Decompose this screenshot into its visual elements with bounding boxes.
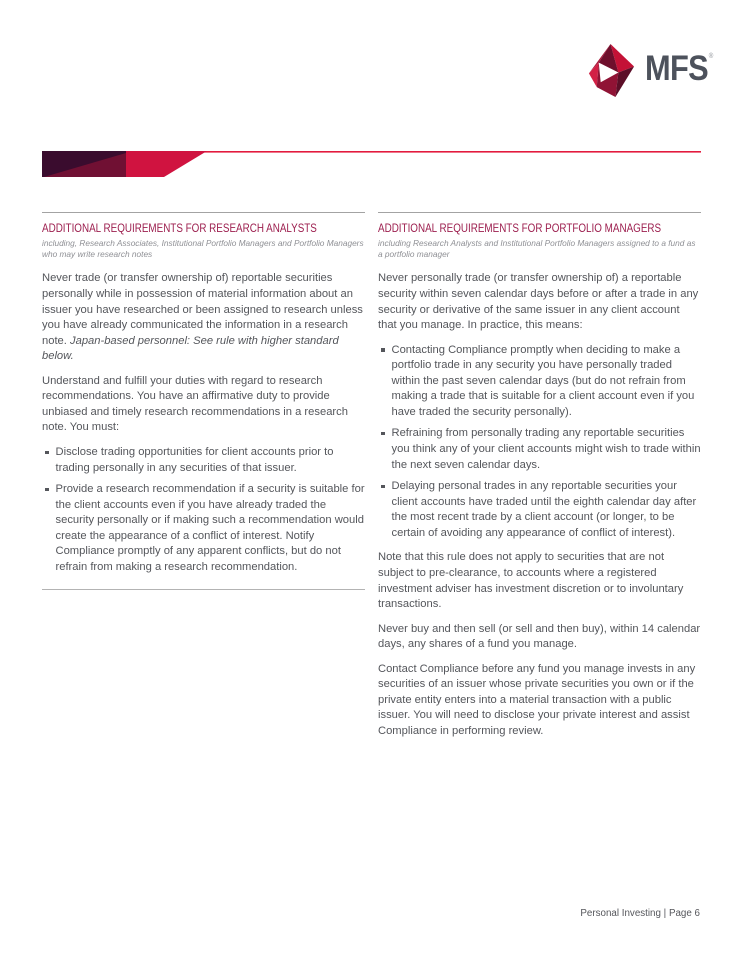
list-item-text: Delaying personal trades in any reportable securities your client accounts have traded until the eighth calendar day after the most recent trade by a client account (or longer, to be certain of avoiding any appearance of conflict of interest). xyxy=(391,480,697,539)
list-item-text: Refraining from personally trading any reportable securities you think any of your client accounts might wish to trade within the next seven calendar days. xyxy=(391,427,701,471)
square-bullet-icon xyxy=(381,432,385,436)
list-item-text: Provide a research recommendation if a security is suitable for the client accounts even if you have already traded the security personally or if making such a recommendation would create the appearance of a conflict of interest. Notify Compliance promptly of any apparent conflicts, but do not refrain from making a research recommendation. xyxy=(55,483,365,573)
registered-trademark-icon: ® xyxy=(708,53,714,60)
right-bullet-list xyxy=(378,343,701,542)
list-item-text: Disclose trading opportunities for client accounts prior to trading personally in any securities of that issuer. xyxy=(55,446,334,474)
left-column-heading: ADDITIONAL REQUIREMENTS FOR RESEARCH ANALYSTS xyxy=(42,222,317,235)
paragraph: Never buy and then sell (or sell and then buy), within 14 calendar days, any shares of a fund you manage. xyxy=(378,622,701,651)
paragraph-italic-note: Japan-based personnel: See rule with higher standard below. xyxy=(42,334,339,363)
left-column xyxy=(42,212,365,749)
left-section-end-rule xyxy=(42,589,365,590)
left-bullet-list xyxy=(42,445,365,576)
mfs-wordmark xyxy=(645,42,713,95)
list-item-text: Contacting Compliance promptly when deciding to make a portfolio trade in any security you have personally traded within the past seven calendar days (but do not refrain from making a trade that is suitable for a client account even if you have traded the security personally). xyxy=(391,343,695,418)
list-item xyxy=(42,482,365,575)
paragraph: Understand and fulfill your duties with regard to research recommendations. You have an affirmative duty to provide unbiased and timely research recommendations in a research note. You must: xyxy=(42,374,348,434)
list-item xyxy=(42,445,365,476)
left-column-subheading: including, Research Associates, Institutional Portfolio Managers and Portfolio Managers who may write research notes xyxy=(42,238,364,260)
square-bullet-icon xyxy=(45,451,49,455)
mfs-logo-icon xyxy=(584,42,639,97)
document-body xyxy=(42,212,700,749)
left-column-rule xyxy=(42,212,365,213)
square-bullet-icon xyxy=(381,485,385,489)
banner-graphic xyxy=(0,148,742,178)
paragraph: Never personally trade (or transfer ownership of) a reportable security within seven calendar days before or after a trade in any security or derivative of the same issuer in any client account that you manage. In practice, this means: xyxy=(378,272,699,332)
list-item xyxy=(378,343,701,421)
square-bullet-icon xyxy=(45,488,49,492)
mfs-logo xyxy=(584,42,723,97)
page-footer xyxy=(580,908,700,919)
paragraph: Note that this rule does not apply to securities that are not subject to pre-clearance, to accounts where a registered investment adviser has investment discretion or to involuntary transactions. xyxy=(378,551,684,611)
mfs-logo-text: MFS xyxy=(645,49,708,88)
square-bullet-icon xyxy=(381,348,385,352)
footer-text: Personal Investing | Page 6 xyxy=(580,908,700,919)
right-column-subheading: including Research Analysts and Institutional Portfolio Managers assigned to a fund as a portfolio manager xyxy=(378,238,696,260)
list-item xyxy=(378,479,701,541)
paragraph-text: Never trade (or transfer ownership of) reportable securities personally while in possession of material information about an issuer you have researched or been assigned to research unless you have already communicated the information in a research note. xyxy=(42,272,363,347)
banner-stripe-icon xyxy=(0,148,742,178)
right-column-rule xyxy=(378,212,701,213)
right-column-heading: ADDITIONAL REQUIREMENTS FOR PORTFOLIO MANAGERS xyxy=(378,222,662,235)
right-column xyxy=(378,212,701,749)
paragraph xyxy=(42,271,365,364)
paragraph: Contact Compliance before any fund you manage invests in any securities of an issuer whose private securities you own or if the private entity enters into a material transaction with a public issuer. You will need to disclose your private interest and assist Compliance in performing review. xyxy=(378,662,696,737)
list-item xyxy=(378,426,701,473)
